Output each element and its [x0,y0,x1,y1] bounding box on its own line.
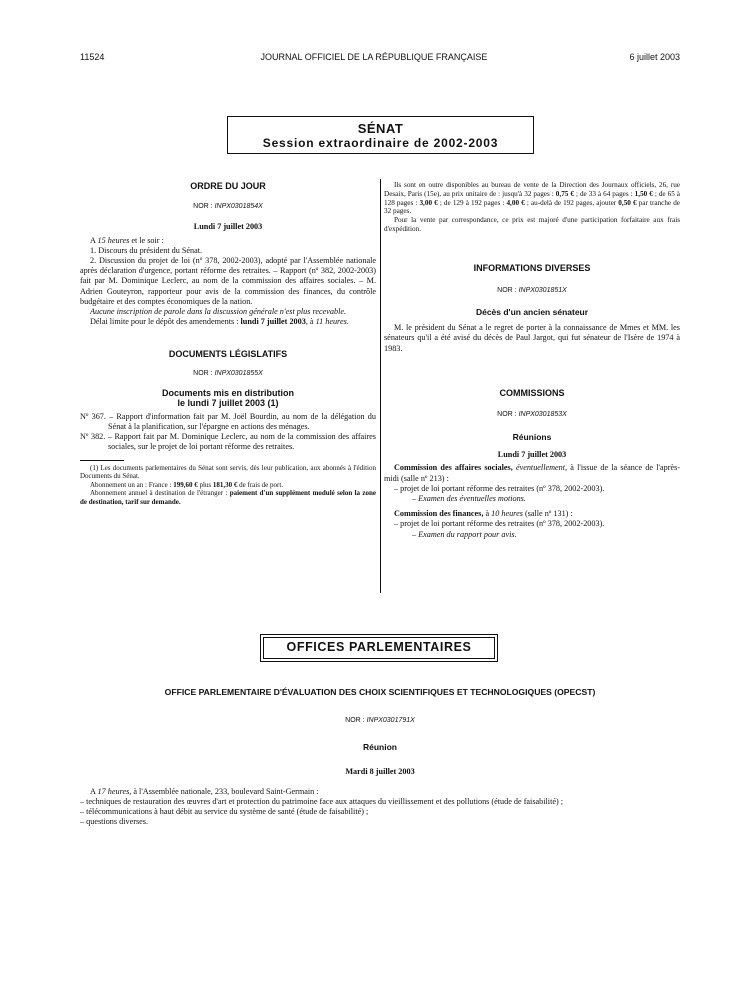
commission-finances: Commission des finances, à 10 heures (salle nº 131) : [394,509,573,519]
deces-subheading: Décès d'un ancien sénateur [475,307,589,318]
commissions-date: Lundi 7 juillet 2003 [497,450,567,460]
senat-title: SÉNAT [357,121,404,136]
ordre-date: Lundi 7 juillet 2003 [193,222,263,232]
offices-title: OFFICES PARLEMENTAIRES [263,637,495,659]
nor-reference: NOR : INPX0301851X [497,286,567,294]
document-item: Nº 382. – Rapport fait par M. Dominique Leclerc, au nom de la commission des affaires sociales, sur le projet de loi portant réforme des retraites. [80,432,376,452]
reunion-subheading: Réunion [363,742,397,753]
opecst-date: Mardi 8 juillet 2003 [345,767,415,777]
informations-heading: INFORMATIONS DIVERSES [473,262,591,273]
footnote: Abonnement un an : France : 199,60 € plus 181,30 € de frais de port. [90,480,284,489]
nor-reference: NOR : INPX0301853X [497,411,567,418]
deces-text: M. le président du Sénat a le regret de porter à la connaissance de Mmes et MM. les sénateurs qu'il a été avisé du décès de Paul Jargot, qui fut sénateur de l'Isère de 1974 à 1983. [384,323,680,353]
vente-paragraph: Ils sont en outre disponibles au bureau de vente de la Direction des Journaux officiels, 26, rue Desaix, Paris (15e), au prix unitaire de : jusqu'à 32 pages : 0,75 € ; de 33 à 64 pages : 1,50 € ; de 65 à 128 pages : 3,00 € ; de 129 à 192 pages : 4,00 € ; au-delà de 192 pages, ajouter 0,50 € par tranche de 32 pages. [384,181,680,216]
opecst-item: – questions diverses. [80,817,148,827]
commission-item: – projet de loi portant réforme des retraites (nº 378, 2002-2003). [394,483,605,493]
documents-subheading: Documents mis en distribution le lundi 7 juillet 2003 (1) [161,387,294,408]
ordre-item-2: 2. Discussion du projet de loi (nº 378, 2002-2003), adopté par l'Assemblée nationale après déclaration d'urgence, portant réforme des retraites. – Rapport (nº 382, 2002-2003) fait par M. Dominique Leclerc, au nom de la commission des affaires sociales. – M. Adrien Gouteyron, rapporteur pour avis de la commission des finances, du contrôle budgétaire et des comptes économiques de la nation. [80,256,376,306]
opecst-item: – techniques de restauration des œuvres d'art et protection du patrimoine face aux attaques du vieillissement et des pollutions (étude de faisabilité) ; [80,796,564,806]
opecst-item: – télécommunications à haut débit au service du système de santé (étude de faisabilité) ; [80,807,369,817]
column-divider [380,179,381,593]
session-title: Session extraordinaire de 2002-2003 [262,136,499,150]
reunions-subheading: Réunions [512,432,552,443]
delai-amendements: Délai limite pour le dépôt des amendements : lundi 7 juillet 2003, à 11 heures. [90,317,349,327]
footnote: (1) Les documents parlementaires du Sénat sont servis, dès leur publication, aux abonnés à l'édition Documents du Sénat. [80,463,376,481]
commission-item: – projet de loi portant réforme des retraites (nº 378, 2002-2003). [394,519,605,529]
footnote: Abonnement annuel à destination de l'étranger : paiement d'un supplément modulé selon la zone de destination, tarif sur demande. [80,489,376,507]
page-number: 11524 [80,52,105,62]
opecst-heading: OFFICE PARLEMENTAIRE D'ÉVALUATION DES CHOIX SCIENTIFIQUES ET TECHNOLOGIQUES (OPECST) [164,687,596,697]
opecst-section [80,687,680,827]
left-column [80,181,376,507]
commissions-heading: COMMISSIONS [499,387,565,398]
nor-reference: NOR : INPX0301855X [193,369,263,377]
vente-correspondance: Pour la vente par correspondance, ce prix est majoré d'une participation forfaitaire aux frais d'expédition. [384,216,680,233]
documents-heading: DOCUMENTS LÉGISLATIFS [168,349,288,360]
ordre-intro: A 15 heures et le soir : [90,235,164,245]
issue-date: 6 juillet 2003 [629,52,680,62]
commission-exam: – Examen des éventuelles motions. [412,494,526,504]
footnotes [80,464,376,507]
footnote-rule [80,460,124,461]
offices-title-box [260,634,498,662]
no-inscription-note: Aucune inscription de parole dans la discussion générale n'est plus recevable. [90,307,347,317]
commission-exam: – Examen du rapport pour avis. [412,529,517,539]
right-column [384,181,680,540]
document-item: Nº 367. – Rapport d'information fait par M. Joël Bourdin, au nom de la délégation du Sénat à la planification, sur l'épargne en actions des ménages. [80,411,376,432]
journal-title: JOURNAL OFFICIEL DE LA RÉPUBLIQUE FRANÇAISE [260,52,488,62]
commission-affaires-sociales: Commission des affaires sociales, éventuellement, à l'issue de la séance de l'après-midi (salle nº 213) : [384,463,680,483]
opecst-intro: A 17 heures, à l'Assemblée nationale, 233, boulevard Saint-Germain : [90,786,319,796]
ordre-du-jour-heading: ORDRE DU JOUR [190,181,266,191]
senat-title-box [227,116,534,154]
nor-reference: NOR : INPX0301854X [193,203,263,211]
ordre-item-1: 1. Discours du président du Sénat. [90,245,203,255]
nor-reference: NOR : INPX0301791X [345,717,415,725]
